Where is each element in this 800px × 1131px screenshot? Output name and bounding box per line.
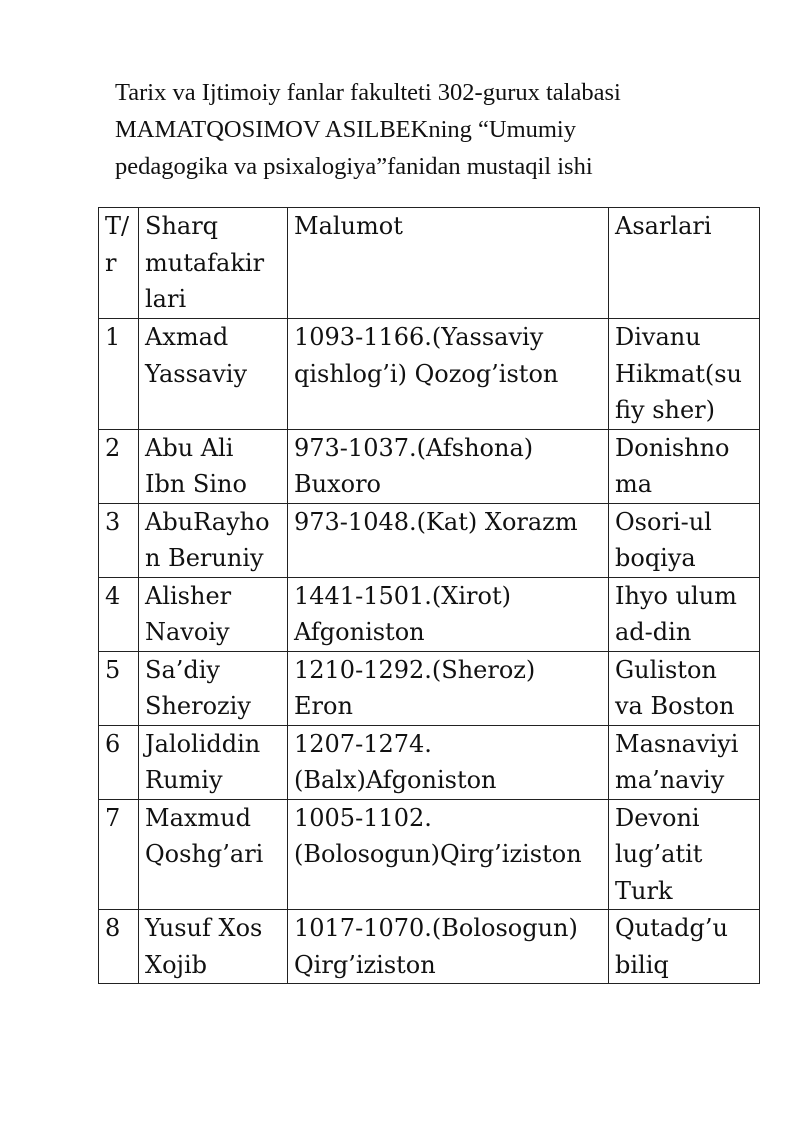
table-row: [99, 319, 760, 430]
row-info-text: 1017-1070.(Bolosogun): [294, 914, 578, 942]
row-works-text: Divanu: [615, 323, 701, 351]
table-row: [99, 503, 760, 577]
row-info-cell: [288, 577, 609, 651]
row-info-text: 973-1048.(Kat) Xorazm: [294, 507, 578, 536]
header-works-cell: [609, 208, 760, 319]
header-info-text: Malumot: [294, 212, 403, 240]
header-number-cell: [99, 208, 139, 319]
row-info-text: qishlog’i) Qozog’iston: [294, 359, 559, 388]
row-name-text: Sheroziy: [145, 692, 251, 720]
heading-line: MAMATQOSIMOV ASILBEKning “Umumiy: [115, 116, 576, 143]
row-name-cell: [139, 429, 288, 503]
row-works-text: Devoni: [615, 803, 700, 832]
row-info-text: 1441-1501.(Xirot): [294, 581, 511, 610]
row-info-text: 1005-1102.: [294, 803, 432, 832]
thinkers-table: [98, 207, 760, 984]
row-name-text: Sa’diy: [145, 655, 220, 684]
row-works-cell: [609, 429, 760, 503]
row-info-text: (Bolosogun)Qirg’iziston: [294, 840, 582, 868]
row-number: 7: [99, 799, 139, 910]
row-name-text: Rumiy: [145, 766, 223, 794]
row-name-cell: [139, 651, 288, 725]
row-name-text: AbuRayho: [145, 507, 270, 536]
row-name-text: Yassaviy: [145, 359, 248, 388]
row-name-text: n Beruniy: [145, 544, 264, 572]
row-name-cell: [139, 725, 288, 799]
row-info-text: 973-1037.(Afshona): [294, 433, 534, 462]
row-works-cell: [609, 319, 760, 430]
row-name-cell: [139, 319, 288, 430]
row-name-cell: [139, 910, 288, 984]
row-name-text: Axmad: [145, 323, 229, 351]
row-number: 8: [99, 910, 139, 984]
row-name-text: Xojib: [145, 950, 208, 979]
row-works-cell: [609, 503, 760, 577]
row-name-text: Abu Ali: [145, 433, 234, 462]
row-works-cell: [609, 577, 760, 651]
row-works-cell: [609, 799, 760, 910]
row-works-text: va Boston: [615, 692, 735, 720]
row-name-cell: [139, 799, 288, 910]
heading-line: Tarix va Ijtimoiy fanlar fakulteti 302-gurux talabasi: [115, 79, 621, 106]
header-number-text: r: [105, 248, 117, 277]
row-info-cell: [288, 503, 609, 577]
row-works-text: Turk: [615, 876, 673, 905]
row-name-text: Jaloliddin: [145, 729, 261, 758]
row-works-cell: [609, 651, 760, 725]
row-works-text: Ihyo ulum: [615, 581, 737, 610]
row-works-text: Donishno: [615, 433, 730, 462]
row-name-text: Navoiy: [145, 618, 230, 646]
row-name-cell: [139, 577, 288, 651]
row-info-text: Eron: [294, 692, 353, 720]
row-info-text: Buxoro: [294, 470, 381, 498]
table-row: [99, 577, 760, 651]
row-works-text: ad-din: [615, 618, 692, 646]
row-info-cell: [288, 799, 609, 910]
row-info-text: Qirg’iziston: [294, 950, 436, 979]
row-works-text: Qutadg’u: [615, 914, 728, 942]
row-number: 4: [99, 577, 139, 651]
row-name-text: Ibn Sino: [145, 470, 247, 498]
row-works-text: ma: [615, 470, 653, 498]
row-works-cell: [609, 725, 760, 799]
table-row: [99, 725, 760, 799]
row-works-text: biliq: [615, 950, 669, 979]
table-row: [99, 651, 760, 725]
row-info-text: 1210-1292.(Sheroz): [294, 655, 536, 684]
row-works-text: Osori-ul: [615, 507, 712, 536]
row-info-text: Afgoniston: [294, 618, 425, 646]
row-works-text: fiy sher): [615, 396, 716, 424]
table-row: [99, 910, 760, 984]
header-thinker-text: lari: [145, 285, 187, 313]
row-works-text: Guliston: [615, 655, 717, 684]
row-info-text: 1207-1274.: [294, 729, 432, 758]
row-works-text: Masnaviyi: [615, 729, 739, 758]
row-info-cell: [288, 910, 609, 984]
row-works-cell: [609, 910, 760, 984]
row-info-cell: [288, 725, 609, 799]
header-thinker-text: Sharq: [145, 212, 219, 240]
table-header-row: [99, 208, 760, 319]
table-row: [99, 429, 760, 503]
header-thinker-cell: [139, 208, 288, 319]
row-number: 1: [99, 319, 139, 430]
heading-line: pedagogika va psixalogiya”fanidan mustaqil ishi: [115, 153, 593, 180]
table-row: [99, 799, 760, 910]
row-info-cell: [288, 319, 609, 430]
row-name-text: Alisher: [145, 581, 232, 610]
row-works-text: ma’naviy: [615, 766, 725, 794]
row-number: 6: [99, 725, 139, 799]
header-info-cell: [288, 208, 609, 319]
row-number: 2: [99, 429, 139, 503]
row-number: 3: [99, 503, 139, 577]
row-works-text: lug’atit: [615, 840, 703, 868]
row-info-cell: [288, 651, 609, 725]
document-heading: [115, 74, 715, 185]
header-works-text: Asarlari: [615, 212, 712, 240]
row-name-cell: [139, 503, 288, 577]
row-info-text: (Balx)Afgoniston: [294, 766, 497, 794]
row-number: 5: [99, 651, 139, 725]
header-number-text: T/: [105, 212, 130, 240]
row-works-text: Hikmat(su: [615, 359, 742, 388]
row-name-text: Maxmud: [145, 803, 251, 832]
row-name-text: Yusuf Xos: [145, 914, 263, 942]
row-name-text: Qoshg’ari: [145, 840, 264, 868]
row-info-cell: [288, 429, 609, 503]
header-thinker-text: mutafakir: [145, 248, 265, 277]
row-works-text: boqiya: [615, 544, 696, 572]
row-info-text: 1093-1166.(Yassaviy: [294, 323, 544, 351]
